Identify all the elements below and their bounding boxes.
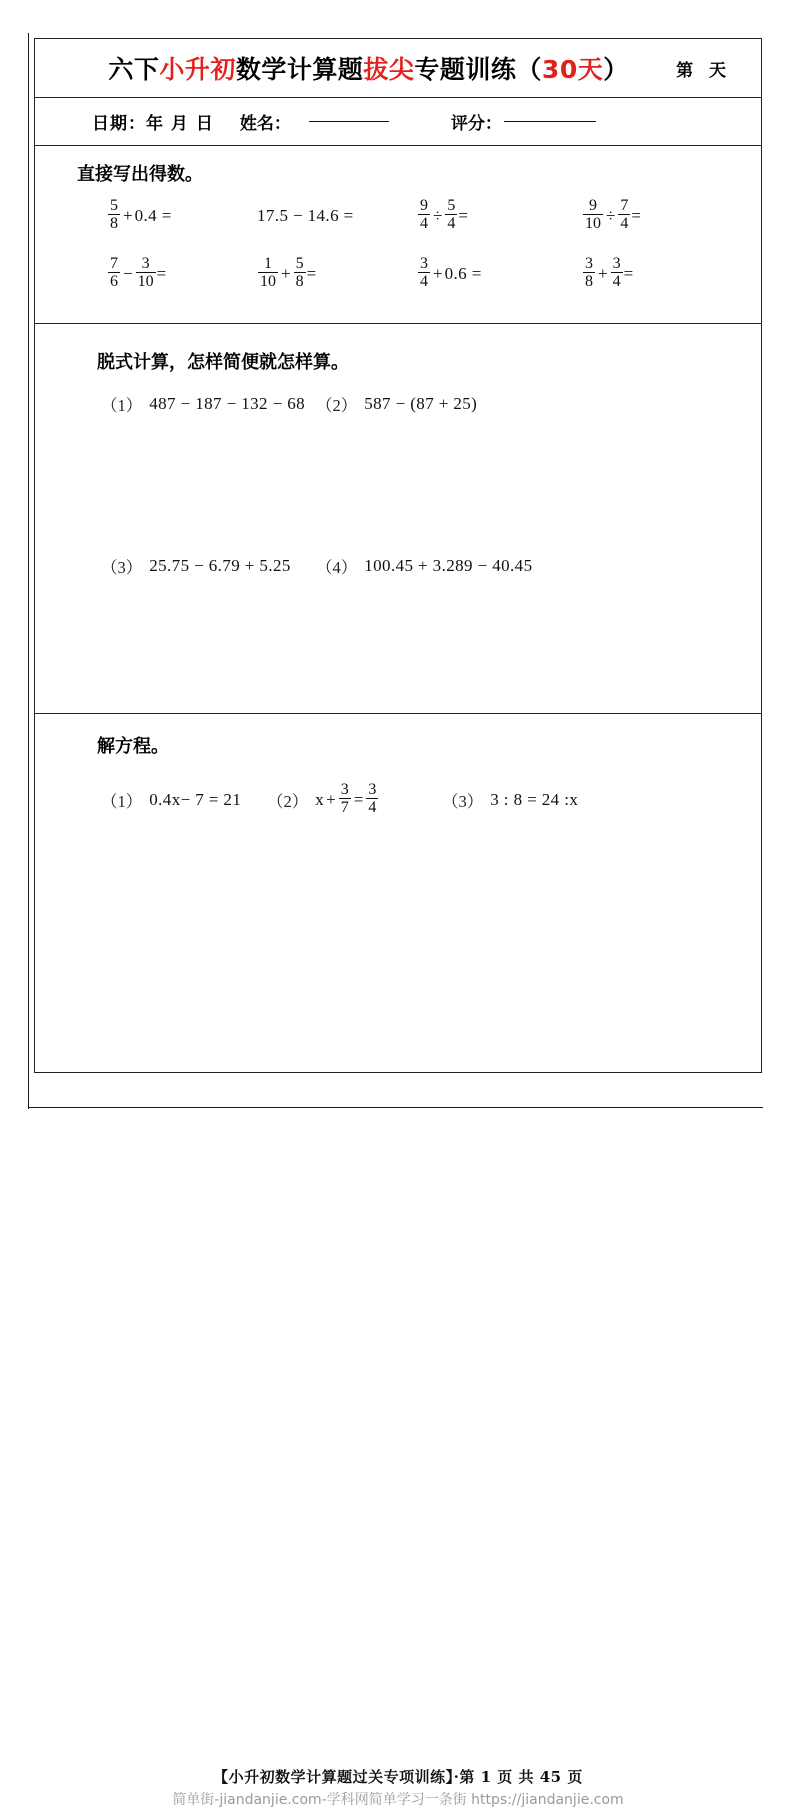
problem-number: （3） xyxy=(101,558,143,577)
date-label: 日期：年 月 日 xyxy=(92,114,214,134)
fraction xyxy=(108,255,120,291)
problem-number: （3） xyxy=(442,791,484,811)
fraction-denominator: 7 xyxy=(340,799,349,817)
fraction xyxy=(583,197,603,233)
problem-item xyxy=(582,198,732,234)
fraction xyxy=(339,781,351,817)
math-operator: + xyxy=(433,263,443,283)
fraction xyxy=(136,255,156,291)
fraction-numerator: 7 xyxy=(110,255,118,272)
page-footer xyxy=(35,1766,761,1809)
score-label: 评分： xyxy=(450,114,502,134)
fraction xyxy=(108,197,120,233)
math-operator: ÷ xyxy=(433,205,443,225)
math-operator: + xyxy=(123,205,133,225)
footer-source-line: 【小升初数学计算题过关专项训练】·第 1 页 共 45 页 xyxy=(213,1768,583,1786)
math-text: = xyxy=(458,205,469,225)
math-operator: = xyxy=(353,789,364,809)
problem-row xyxy=(35,392,761,416)
fraction-numerator: 5 xyxy=(295,255,304,272)
score-input-rule[interactable] xyxy=(504,121,596,122)
math-text: 25.75 − 6.79 + 5.25 xyxy=(149,556,291,575)
fraction-denominator: 8 xyxy=(295,273,304,291)
title-run-2: 数学计算题 xyxy=(235,55,364,84)
problem-number: （1） xyxy=(101,791,143,811)
section-heading: 解方程。 xyxy=(97,736,169,757)
math-text: 487 − 187 − 132 − 68 xyxy=(149,394,306,413)
math-text: − 7 = 21 xyxy=(180,789,242,809)
problem-item xyxy=(257,198,417,234)
section-heading: 直接写出得数。 xyxy=(77,164,203,185)
title-run-5: 30天 xyxy=(541,55,604,84)
problem-number: （1） xyxy=(101,396,143,415)
fraction-numerator: 3 xyxy=(141,255,150,272)
fraction xyxy=(418,197,430,233)
math-text: = xyxy=(156,263,167,283)
info-band xyxy=(35,98,761,146)
footer-watermark: 简单街-jiandanjie.com-学科网简单学习一条街 https://jiandanjie.com xyxy=(172,1792,624,1808)
math-text: = xyxy=(623,263,634,283)
math-text: 100.45 + 3.289 − 40.45 xyxy=(364,556,533,575)
math-text: x xyxy=(569,789,579,809)
fraction xyxy=(611,255,623,291)
math-text: 587 − (87 + 25) xyxy=(364,394,478,413)
fraction-numerator: 3 xyxy=(368,781,377,798)
problem-number: （2） xyxy=(316,396,358,415)
math-text: x xyxy=(315,789,325,809)
fraction xyxy=(583,255,595,291)
fraction-numerator: 3 xyxy=(340,781,349,798)
problem-row xyxy=(35,198,761,234)
math-text: 0.4 xyxy=(149,789,172,809)
problem-item xyxy=(101,392,316,416)
title-run-3: 拔尖 xyxy=(363,55,415,84)
math-text: 0.6 = xyxy=(444,263,482,283)
problem-item xyxy=(101,554,316,578)
fraction-denominator: 4 xyxy=(612,273,621,291)
fraction-numerator: 3 xyxy=(585,255,593,272)
problem-item xyxy=(107,198,257,234)
problem-item xyxy=(107,256,257,292)
title-run-1: 小升初 xyxy=(159,55,236,84)
fraction-denominator: 4 xyxy=(620,215,629,233)
fraction xyxy=(366,781,378,817)
worksheet-table xyxy=(34,38,762,1808)
section-oral-calculation xyxy=(35,146,761,324)
fraction-denominator: 4 xyxy=(420,215,428,233)
problem-item xyxy=(267,782,442,818)
fraction-numerator: 9 xyxy=(589,197,597,214)
fraction xyxy=(294,255,306,291)
fraction xyxy=(418,255,430,291)
title-run-6: ） xyxy=(603,55,629,84)
fraction-denominator: 6 xyxy=(110,273,118,291)
problem-item xyxy=(417,198,582,234)
title-run-4: 专题训练（ xyxy=(414,55,542,84)
section-simplified-calculation xyxy=(35,324,761,714)
title-band xyxy=(35,39,761,98)
section-solve-equations xyxy=(35,714,761,1808)
day-blank-label: 第 天 xyxy=(676,60,731,81)
fraction-numerator: 5 xyxy=(447,197,456,214)
math-text: 0.4 = xyxy=(134,205,172,225)
math-text: 3 : 8 = 24 : xyxy=(490,789,570,809)
fraction-denominator: 4 xyxy=(368,799,377,817)
fraction-denominator: 4 xyxy=(447,215,456,233)
fraction xyxy=(258,255,278,291)
fraction-numerator: 3 xyxy=(420,255,428,272)
page-outer-frame-bottom xyxy=(28,1107,763,1108)
problem-item xyxy=(417,256,582,292)
fraction-denominator: 10 xyxy=(260,273,276,291)
problem-item xyxy=(257,256,417,292)
problem-item xyxy=(316,554,556,578)
fraction xyxy=(618,197,630,233)
math-operator: + xyxy=(326,789,336,809)
problem-number: （4） xyxy=(316,558,358,577)
math-text: 17.5 − 14.6 = xyxy=(257,205,354,225)
problem-item xyxy=(101,782,267,818)
fraction-numerator: 5 xyxy=(110,197,118,214)
math-operator: + xyxy=(281,263,291,283)
fraction-numerator: 1 xyxy=(264,255,272,272)
problem-item xyxy=(442,782,612,818)
section-heading: 脱式计算，怎样简便就怎样算。 xyxy=(97,352,349,373)
name-input-rule[interactable] xyxy=(309,121,389,122)
problem-item xyxy=(582,256,732,292)
math-operator: − xyxy=(123,263,133,283)
name-label: 姓名： xyxy=(239,114,291,134)
fraction-numerator: 9 xyxy=(420,197,428,214)
math-text: = xyxy=(306,263,317,283)
fraction-denominator: 8 xyxy=(585,273,593,291)
math-text: = xyxy=(631,205,642,225)
page-title xyxy=(35,50,676,86)
math-operator: ÷ xyxy=(606,205,616,225)
fraction xyxy=(445,197,457,233)
problem-item xyxy=(316,392,556,416)
fraction-numerator: 7 xyxy=(620,197,629,214)
problem-row xyxy=(35,782,761,818)
fraction-denominator: 4 xyxy=(420,273,428,291)
title-run-0: 六下 xyxy=(108,55,160,84)
fraction-numerator: 3 xyxy=(612,255,621,272)
math-operator: + xyxy=(598,263,608,283)
math-text: x xyxy=(171,789,181,809)
fraction-denominator: 10 xyxy=(137,273,154,291)
problem-number: （2） xyxy=(267,791,309,811)
fraction-denominator: 8 xyxy=(110,215,118,233)
fraction-denominator: 10 xyxy=(585,215,601,233)
problem-row xyxy=(35,256,761,292)
problem-row xyxy=(35,554,761,578)
